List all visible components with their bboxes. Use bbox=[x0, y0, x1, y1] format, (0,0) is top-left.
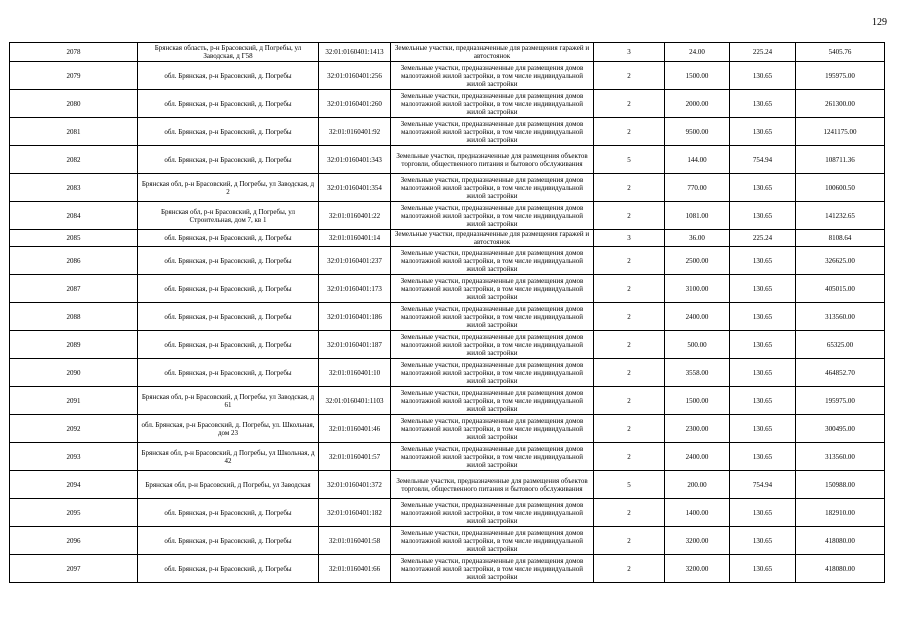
cadastral-number-cell: 32:01:0160401:186 bbox=[319, 303, 391, 331]
cadastral-number-cell: 32:01:0160401:182 bbox=[319, 499, 391, 527]
cadastral-value-cell: 141232.65 bbox=[796, 202, 885, 230]
address-cell: обл. Брянская, р-н Брасовский, д. Погребы bbox=[138, 499, 319, 527]
address-cell: обл. Брянская, р-н Брасовский, д. Погребы bbox=[138, 118, 319, 146]
area-cell: 3200.00 bbox=[665, 555, 730, 583]
area-cell: 3200.00 bbox=[665, 527, 730, 555]
land-use-cell: Земельные участки, предназначенные для размещения гаражей и автостоянок bbox=[391, 230, 594, 247]
table-row bbox=[10, 303, 885, 331]
cadastral-number-cell: 32:01:0160401:343 bbox=[319, 146, 391, 174]
land-use-cell: Земельные участки, предназначенные для размещения домов малоэтажной жилой застройки, в том числе индивидуальной жилой застройки bbox=[391, 527, 594, 555]
table-row bbox=[10, 174, 885, 202]
row-number-cell: 2095 bbox=[10, 499, 138, 527]
row-number-cell: 2081 bbox=[10, 118, 138, 146]
area-cell: 2300.00 bbox=[665, 415, 730, 443]
row-number-cell: 2083 bbox=[10, 174, 138, 202]
unit-value-cell: 754.94 bbox=[730, 471, 796, 499]
use-group-cell: 2 bbox=[594, 331, 665, 359]
row-number-cell: 2080 bbox=[10, 90, 138, 118]
table-row bbox=[10, 471, 885, 499]
cadastral-number-cell: 32:01:0160401:187 bbox=[319, 331, 391, 359]
table-row bbox=[10, 415, 885, 443]
area-cell: 1500.00 bbox=[665, 387, 730, 415]
unit-value-cell: 130.65 bbox=[730, 527, 796, 555]
table-row bbox=[10, 499, 885, 527]
address-cell: обл. Брянская, р-н Брасовский, д. Погребы bbox=[138, 527, 319, 555]
unit-value-cell: 130.65 bbox=[730, 359, 796, 387]
area-cell: 2500.00 bbox=[665, 247, 730, 275]
area-cell: 9500.00 bbox=[665, 118, 730, 146]
cadastral-value-cell: 5405.76 bbox=[796, 43, 885, 62]
cadastral-number-cell: 32:01:0160401:1103 bbox=[319, 387, 391, 415]
unit-value-cell: 130.65 bbox=[730, 303, 796, 331]
address-cell: обл. Брянская, р-н Брасовский, д. Погребы bbox=[138, 359, 319, 387]
area-cell: 770.00 bbox=[665, 174, 730, 202]
cadastral-number-cell: 32:01:0160401:10 bbox=[319, 359, 391, 387]
unit-value-cell: 130.65 bbox=[730, 118, 796, 146]
land-use-cell: Земельные участки, предназначенные для размещения домов малоэтажной жилой застройки, в том числе индивидуальной жилой застройки bbox=[391, 415, 594, 443]
use-group-cell: 2 bbox=[594, 415, 665, 443]
address-cell: Брянская обл, р-н Брасовский, д Погребы, ул Заводская, д 2 bbox=[138, 174, 319, 202]
area-cell: 2000.00 bbox=[665, 90, 730, 118]
cadastral-value-cell: 100600.50 bbox=[796, 174, 885, 202]
row-number-cell: 2093 bbox=[10, 443, 138, 471]
use-group-cell: 5 bbox=[594, 471, 665, 499]
address-cell: обл. Брянская, р-н Брасовский, д. Погребы, ул. Школьная, дом 23 bbox=[138, 415, 319, 443]
table-row bbox=[10, 118, 885, 146]
row-number-cell: 2089 bbox=[10, 331, 138, 359]
use-group-cell: 2 bbox=[594, 527, 665, 555]
unit-value-cell: 130.65 bbox=[730, 443, 796, 471]
unit-value-cell: 130.65 bbox=[730, 174, 796, 202]
unit-value-cell: 130.65 bbox=[730, 555, 796, 583]
use-group-cell: 2 bbox=[594, 303, 665, 331]
cadastral-value-cell: 8108.64 bbox=[796, 230, 885, 247]
land-use-cell: Земельные участки, предназначенные для размещения домов малоэтажной жилой застройки, в том числе индивидуальной жилой застройки bbox=[391, 90, 594, 118]
use-group-cell: 2 bbox=[594, 387, 665, 415]
unit-value-cell: 130.65 bbox=[730, 62, 796, 90]
area-cell: 200.00 bbox=[665, 471, 730, 499]
address-cell: Брянская обл, р-н Брасовский, д Погребы, ул Заводская, д 61 bbox=[138, 387, 319, 415]
cadastral-number-cell: 32:01:0160401:256 bbox=[319, 62, 391, 90]
row-number-cell: 2078 bbox=[10, 43, 138, 62]
unit-value-cell: 130.65 bbox=[730, 90, 796, 118]
cadastral-number-cell: 32:01:0160401:22 bbox=[319, 202, 391, 230]
land-use-cell: Земельные участки, предназначенные для размещения домов малоэтажной жилой застройки, в том числе индивидуальной жилой застройки bbox=[391, 118, 594, 146]
cadastral-value-cell: 65325.00 bbox=[796, 331, 885, 359]
cadastral-number-cell: 32:01:0160401:260 bbox=[319, 90, 391, 118]
row-number-cell: 2096 bbox=[10, 527, 138, 555]
cadastral-value-cell: 326625.00 bbox=[796, 247, 885, 275]
unit-value-cell: 754.94 bbox=[730, 146, 796, 174]
address-cell: Брянская обл, р-н Брасовский, д Погребы, ул Строительная, дом 7, кв 1 bbox=[138, 202, 319, 230]
unit-value-cell: 130.65 bbox=[730, 275, 796, 303]
address-cell: обл. Брянская, р-н Брасовский, д. Погребы bbox=[138, 331, 319, 359]
area-cell: 24.00 bbox=[665, 43, 730, 62]
row-number-cell: 2090 bbox=[10, 359, 138, 387]
use-group-cell: 2 bbox=[594, 555, 665, 583]
land-use-cell: Земельные участки, предназначенные для размещения объектов торговли, общественного питания и бытового обслуживания bbox=[391, 471, 594, 499]
unit-value-cell: 225.24 bbox=[730, 43, 796, 62]
row-number-cell: 2091 bbox=[10, 387, 138, 415]
address-cell: обл. Брянская, р-н Брасовский, д. Погребы bbox=[138, 303, 319, 331]
address-cell: Брянская обл, р-н Брасовский, д Погребы, ул Заводская bbox=[138, 471, 319, 499]
cadastral-number-cell: 32:01:0160401:66 bbox=[319, 555, 391, 583]
use-group-cell: 2 bbox=[594, 275, 665, 303]
cadastral-value-cell: 1241175.00 bbox=[796, 118, 885, 146]
area-cell: 144.00 bbox=[665, 146, 730, 174]
land-use-cell: Земельные участки, предназначенные для размещения домов малоэтажной жилой застройки, в том числе индивидуальной жилой застройки bbox=[391, 499, 594, 527]
row-number-cell: 2087 bbox=[10, 275, 138, 303]
row-number-cell: 2092 bbox=[10, 415, 138, 443]
table-row bbox=[10, 230, 885, 247]
unit-value-cell: 130.65 bbox=[730, 499, 796, 527]
use-group-cell: 2 bbox=[594, 62, 665, 90]
row-number-cell: 2085 bbox=[10, 230, 138, 247]
row-number-cell: 2094 bbox=[10, 471, 138, 499]
use-group-cell: 2 bbox=[594, 247, 665, 275]
use-group-cell: 2 bbox=[594, 499, 665, 527]
land-use-cell: Земельные участки, предназначенные для размещения домов малоэтажной жилой застройки, в том числе индивидуальной жилой застройки bbox=[391, 555, 594, 583]
table-row bbox=[10, 146, 885, 174]
cadastral-number-cell: 32:01:0160401:58 bbox=[319, 527, 391, 555]
unit-value-cell: 130.65 bbox=[730, 247, 796, 275]
address-cell: обл. Брянская, р-н Брасовский, д. Погребы bbox=[138, 90, 319, 118]
use-group-cell: 3 bbox=[594, 43, 665, 62]
land-use-cell: Земельные участки, предназначенные для размещения домов малоэтажной жилой застройки, в том числе индивидуальной жилой застройки bbox=[391, 202, 594, 230]
cadastral-value-cell: 261300.00 bbox=[796, 90, 885, 118]
cadastral-value-cell: 300495.00 bbox=[796, 415, 885, 443]
table-row bbox=[10, 275, 885, 303]
row-number-cell: 2084 bbox=[10, 202, 138, 230]
land-use-cell: Земельные участки, предназначенные для размещения домов малоэтажной жилой застройки, в том числе индивидуальной жилой застройки bbox=[391, 275, 594, 303]
use-group-cell: 2 bbox=[594, 359, 665, 387]
use-group-cell: 2 bbox=[594, 202, 665, 230]
land-use-cell: Земельные участки, предназначенные для размещения домов малоэтажной жилой застройки, в том числе индивидуальной жилой застройки bbox=[391, 387, 594, 415]
area-cell: 1500.00 bbox=[665, 62, 730, 90]
table-row bbox=[10, 43, 885, 62]
table-row bbox=[10, 387, 885, 415]
land-use-cell: Земельные участки, предназначенные для размещения домов малоэтажной жилой застройки, в том числе индивидуальной жилой застройки bbox=[391, 331, 594, 359]
land-use-cell: Земельные участки, предназначенные для размещения домов малоэтажной жилой застройки, в том числе индивидуальной жилой застройки bbox=[391, 247, 594, 275]
land-use-cell: Земельные участки, предназначенные для размещения объектов торговли, общественного питания и бытового обслуживания bbox=[391, 146, 594, 174]
use-group-cell: 2 bbox=[594, 174, 665, 202]
use-group-cell: 2 bbox=[594, 90, 665, 118]
cadastral-number-cell: 32:01:0160401:237 bbox=[319, 247, 391, 275]
address-cell: обл. Брянская, р-н Брасовский, д. Погребы bbox=[138, 146, 319, 174]
cadastral-value-cell: 195975.00 bbox=[796, 387, 885, 415]
cadastral-number-cell: 32:01:0160401:173 bbox=[319, 275, 391, 303]
cadastral-number-cell: 32:01:0160401:372 bbox=[319, 471, 391, 499]
table-row bbox=[10, 527, 885, 555]
unit-value-cell: 130.65 bbox=[730, 415, 796, 443]
area-cell: 1400.00 bbox=[665, 499, 730, 527]
area-cell: 500.00 bbox=[665, 331, 730, 359]
use-group-cell: 3 bbox=[594, 230, 665, 247]
cadastral-number-cell: 32:01:0160401:92 bbox=[319, 118, 391, 146]
area-cell: 2400.00 bbox=[665, 303, 730, 331]
land-use-cell: Земельные участки, предназначенные для размещения домов малоэтажной жилой застройки, в том числе индивидуальной жилой застройки bbox=[391, 443, 594, 471]
table-row bbox=[10, 62, 885, 90]
use-group-cell: 2 bbox=[594, 443, 665, 471]
area-cell: 3100.00 bbox=[665, 275, 730, 303]
table-row bbox=[10, 359, 885, 387]
use-group-cell: 5 bbox=[594, 146, 665, 174]
area-cell: 36.00 bbox=[665, 230, 730, 247]
land-registry-table bbox=[9, 42, 885, 583]
land-use-cell: Земельные участки, предназначенные для размещения домов малоэтажной жилой застройки, в том числе индивидуальной жилой застройки bbox=[391, 303, 594, 331]
cadastral-value-cell: 418080.00 bbox=[796, 555, 885, 583]
use-group-cell: 2 bbox=[594, 118, 665, 146]
cadastral-value-cell: 313560.00 bbox=[796, 303, 885, 331]
cadastral-number-cell: 32:01:0160401:46 bbox=[319, 415, 391, 443]
address-cell: Брянская область, р-н Брасовский, д Погребы, ул Заводская, д Г58 bbox=[138, 43, 319, 62]
page-number: 129 bbox=[872, 17, 887, 28]
address-cell: обл. Брянская, р-н Брасовский, д. Погребы bbox=[138, 555, 319, 583]
address-cell: обл. Брянская, р-н Брасовский, д. Погребы bbox=[138, 247, 319, 275]
unit-value-cell: 130.65 bbox=[730, 331, 796, 359]
cadastral-value-cell: 182910.00 bbox=[796, 499, 885, 527]
cadastral-value-cell: 313560.00 bbox=[796, 443, 885, 471]
cadastral-number-cell: 32:01:0160401:1413 bbox=[319, 43, 391, 62]
unit-value-cell: 130.65 bbox=[730, 202, 796, 230]
cadastral-value-cell: 418080.00 bbox=[796, 527, 885, 555]
area-cell: 3558.00 bbox=[665, 359, 730, 387]
land-use-cell: Земельные участки, предназначенные для размещения гаражей и автостоянок bbox=[391, 43, 594, 62]
table-body bbox=[10, 43, 885, 583]
cadastral-number-cell: 32:01:0160401:354 bbox=[319, 174, 391, 202]
table-row bbox=[10, 443, 885, 471]
table-row bbox=[10, 90, 885, 118]
unit-value-cell: 130.65 bbox=[730, 387, 796, 415]
area-cell: 1081.00 bbox=[665, 202, 730, 230]
table-row bbox=[10, 331, 885, 359]
table-row bbox=[10, 202, 885, 230]
cadastral-value-cell: 195975.00 bbox=[796, 62, 885, 90]
row-number-cell: 2097 bbox=[10, 555, 138, 583]
cadastral-value-cell: 405015.00 bbox=[796, 275, 885, 303]
unit-value-cell: 225.24 bbox=[730, 230, 796, 247]
cadastral-value-cell: 108711.36 bbox=[796, 146, 885, 174]
address-cell: обл. Брянская, р-н Брасовский, д. Погребы bbox=[138, 230, 319, 247]
row-number-cell: 2079 bbox=[10, 62, 138, 90]
table-row bbox=[10, 247, 885, 275]
address-cell: обл. Брянская, р-н Брасовский, д. Погребы bbox=[138, 62, 319, 90]
area-cell: 2400.00 bbox=[665, 443, 730, 471]
land-use-cell: Земельные участки, предназначенные для размещения домов малоэтажной жилой застройки, в том числе индивидуальной жилой застройки bbox=[391, 174, 594, 202]
row-number-cell: 2088 bbox=[10, 303, 138, 331]
address-cell: Брянская обл, р-н Брасовский, д Погребы, ул Школьная, д 42 bbox=[138, 443, 319, 471]
cadastral-value-cell: 464852.70 bbox=[796, 359, 885, 387]
land-use-cell: Земельные участки, предназначенные для размещения домов малоэтажной жилой застройки, в том числе индивидуальной жилой застройки bbox=[391, 62, 594, 90]
address-cell: обл. Брянская, р-н Брасовский, д. Погребы bbox=[138, 275, 319, 303]
land-use-cell: Земельные участки, предназначенные для размещения домов малоэтажной жилой застройки, в том числе индивидуальной жилой застройки bbox=[391, 359, 594, 387]
row-number-cell: 2082 bbox=[10, 146, 138, 174]
cadastral-value-cell: 150988.00 bbox=[796, 471, 885, 499]
cadastral-number-cell: 32:01:0160401:14 bbox=[319, 230, 391, 247]
row-number-cell: 2086 bbox=[10, 247, 138, 275]
table-row bbox=[10, 555, 885, 583]
cadastral-number-cell: 32:01:0160401:57 bbox=[319, 443, 391, 471]
